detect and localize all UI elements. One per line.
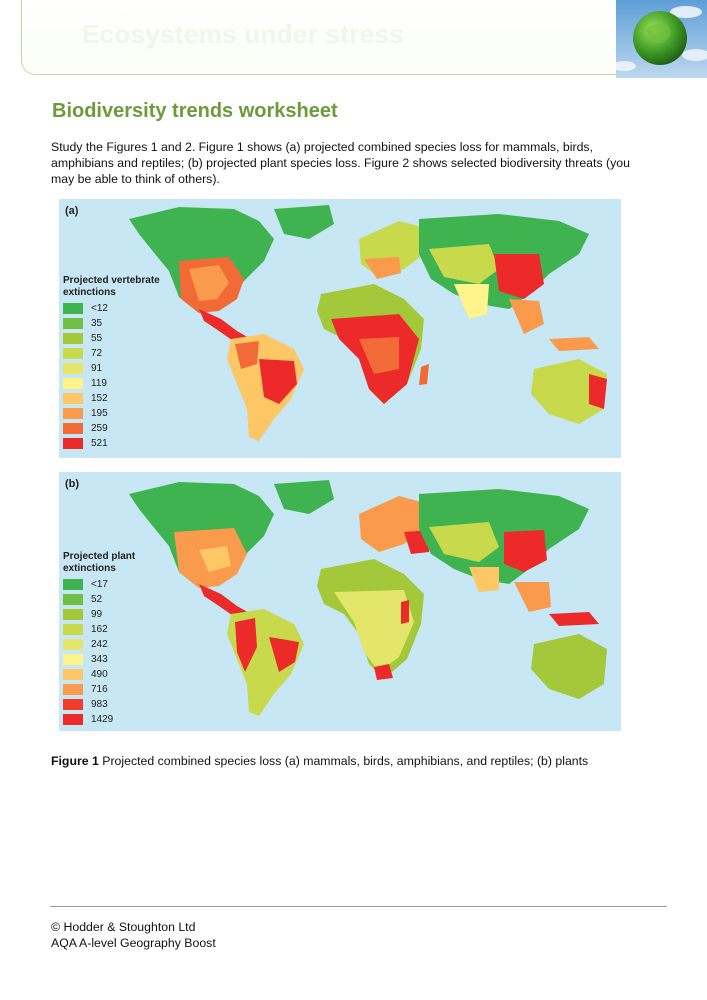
legend-swatch	[63, 318, 83, 329]
legend-label: 259	[91, 423, 108, 434]
legend-label: 343	[91, 654, 108, 665]
legend-row	[63, 697, 173, 712]
panel-a-tag: (a)	[65, 205, 79, 217]
legend-row	[63, 622, 173, 637]
page-title: Biodiversity trends worksheet	[52, 100, 338, 122]
legend-label: 91	[91, 363, 103, 374]
legend-row	[63, 652, 173, 667]
globe-image	[616, 0, 707, 78]
legend-row	[63, 607, 173, 622]
legend-swatch	[63, 333, 83, 344]
legend-label: 162	[91, 624, 108, 635]
legend-swatch	[63, 423, 83, 434]
legend-swatch	[63, 714, 83, 725]
legend-row	[63, 406, 173, 421]
legend-swatch	[63, 594, 83, 605]
legend-row	[63, 316, 173, 331]
legend-label: 242	[91, 639, 108, 650]
legend-swatch	[63, 579, 83, 590]
legend-row	[63, 421, 173, 436]
legend-label: 52	[91, 594, 103, 605]
legend-label: 716	[91, 684, 108, 695]
legend-row	[63, 682, 173, 697]
legend-swatch	[63, 393, 83, 404]
legend-b	[63, 551, 173, 727]
legend-swatch	[63, 438, 83, 449]
legend-swatch	[63, 639, 83, 650]
legend-label: 983	[91, 699, 108, 710]
legend-row	[63, 301, 173, 316]
legend-label: 72	[91, 348, 103, 359]
legend-row	[63, 436, 173, 451]
header-title: Ecosystems under stress	[82, 19, 404, 49]
legend-label: 1429	[91, 714, 114, 725]
legend-row	[63, 391, 173, 406]
legend-swatch	[63, 348, 83, 359]
legend-label: <17	[91, 579, 108, 590]
legend-label: <12	[91, 303, 108, 314]
legend-label: 35	[91, 318, 103, 329]
legend-swatch	[63, 378, 83, 389]
legend-row	[63, 577, 173, 592]
legend-swatch	[63, 684, 83, 695]
legend-row	[63, 331, 173, 346]
legend-swatch	[63, 408, 83, 419]
vertebrate-extinction-map	[59, 199, 621, 458]
intro-paragraph: Study the Figures 1 and 2. Figure 1 shows (a) projected combined species loss for mammals, birds, amphibians and reptiles; (b) projected plant species loss. Figure 2 shows selected biodiversity threats (you may be able to think of others).	[51, 140, 630, 186]
legend-row	[63, 376, 173, 391]
legend-swatch	[63, 624, 83, 635]
legend-label: 55	[91, 333, 103, 344]
figure-caption	[51, 754, 588, 768]
figure-caption-text: Projected combined species loss (a) mammals, birds, amphibians, and reptiles; (b) plants	[98, 754, 589, 768]
legend-label: 119	[91, 378, 107, 389]
legend-swatch	[63, 669, 83, 680]
legend-label: 152	[91, 393, 108, 404]
legend-label: 99	[91, 609, 103, 620]
legend-row	[63, 667, 173, 682]
plant-extinction-map	[59, 472, 621, 731]
legend-swatch	[63, 699, 83, 710]
legend-row	[63, 361, 173, 376]
legend-row	[63, 637, 173, 652]
legend-swatch	[63, 303, 83, 314]
footer-divider	[50, 906, 667, 907]
legend-a-title: Projected vertebrate extinctions	[63, 275, 160, 298]
legend-label: 195	[91, 408, 108, 419]
legend-swatch	[63, 609, 83, 620]
legend-label: 490	[91, 669, 108, 680]
legend-swatch	[63, 654, 83, 665]
legend-b-title: Projected plant extinctions	[63, 551, 136, 574]
panel-b-tag: (b)	[65, 478, 80, 490]
footer-copyright: © Hodder & Stoughton Ltd	[51, 920, 196, 934]
legend-swatch	[63, 363, 83, 374]
figure-caption-label: Figure 1	[51, 754, 99, 768]
legend-a	[63, 275, 173, 451]
legend-row	[63, 712, 173, 727]
legend-row	[63, 346, 173, 361]
footer-book-title: AQA A-level Geography Boost	[51, 936, 216, 950]
header-banner	[21, 0, 663, 75]
legend-row	[63, 592, 173, 607]
legend-label: 521	[91, 438, 108, 449]
